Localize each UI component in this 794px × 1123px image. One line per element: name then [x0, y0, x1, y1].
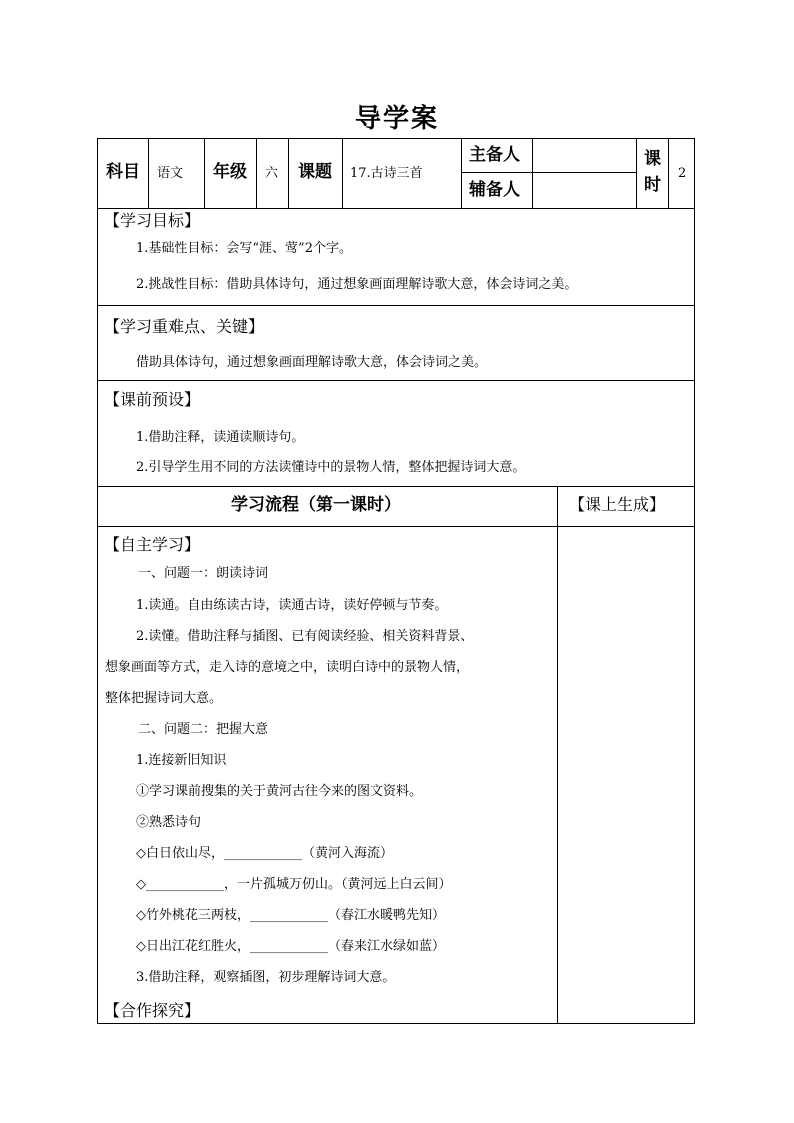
process-line: 二、问题二：把握大意	[138, 722, 269, 737]
process-line: 想象画面等方式，走入诗的意境之中，读明白诗中的景物人情，	[105, 660, 470, 675]
section-divider	[97, 208, 695, 209]
section-divider	[97, 526, 695, 527]
key-points-title: 【学习重难点、关键】	[104, 317, 265, 336]
document-title: 导学案	[354, 104, 439, 134]
header-divider	[256, 138, 257, 208]
grade-value: 六	[265, 166, 279, 181]
assistant-label: 辅备人	[469, 180, 520, 200]
process-title: 学习流程（第一课时）	[231, 495, 401, 515]
process-line: 1.连接新旧知识	[136, 753, 227, 768]
header-divider	[461, 172, 636, 173]
goals-title: 【学习目标】	[104, 211, 201, 230]
process-line: ①学习课前搜集的关于黄河古往今来的图文资料。	[136, 784, 423, 799]
topic-label: 课题	[298, 162, 332, 182]
header-divider	[288, 138, 289, 208]
grade-label: 年级	[213, 162, 247, 182]
process-line: 2.读懂。借助注释与插图、已有阅读经验、相关资料背景、	[136, 629, 474, 644]
preview-item: 1.借助注释，读通读顺诗句。	[136, 430, 305, 445]
cooperative-inquiry-title: 【合作探究】	[104, 1001, 201, 1020]
process-line: 3.借助注释，观察插图，初步理解诗词大意。	[136, 970, 396, 985]
column-divider	[557, 486, 558, 1024]
fill-blank-line: ◇日出江花红胜火，____________（春来江水绿如蓝）	[136, 939, 445, 954]
preview-title: 【课前预设】	[104, 390, 201, 409]
header-divider	[204, 138, 205, 208]
section-divider	[97, 486, 695, 487]
preview-item: 2.引导学生用不同的方法读懂诗中的景物人情，整体把握诗词大意。	[136, 460, 526, 475]
subject-label: 科目	[106, 162, 140, 182]
header-divider	[461, 138, 462, 208]
subject-value: 语文	[157, 166, 184, 181]
period-label: 时	[644, 175, 661, 195]
process-line: 1.读通。自由练读古诗，读通古诗，读好停顿与节奏。	[136, 598, 448, 613]
period-label: 课	[644, 149, 661, 169]
period-value: 2	[678, 166, 687, 181]
header-divider	[148, 138, 149, 208]
header-divider	[342, 138, 343, 208]
fill-blank-line: ◇白日依山尽，____________（黄河入海流）	[136, 846, 393, 861]
key-points-text: 借助具体诗句，通过想象画面理解诗歌大意，体会诗词之美。	[136, 355, 488, 370]
topic-value: 17.古诗三首	[350, 166, 423, 181]
goal-item: 1.基础性目标：会写“涯、莺”2个字。	[136, 241, 352, 256]
header-divider	[636, 138, 637, 208]
process-line: ②熟悉诗句	[136, 815, 202, 830]
self-study-title: 【自主学习】	[104, 535, 201, 554]
section-divider	[97, 305, 695, 306]
process-line: 整体把握诗词大意。	[105, 691, 223, 706]
goal-item: 2.挑战性目标：借助具体诗句，通过想象画面理解诗歌大意，体会诗词之美。	[136, 277, 578, 292]
preparer-label: 主备人	[469, 145, 520, 165]
process-line: 一、问题一：朗读诗词	[138, 566, 269, 581]
in-class-generation-title: 【课上生成】	[569, 495, 666, 514]
header-divider	[532, 138, 533, 208]
header-divider	[668, 138, 669, 208]
section-divider	[97, 380, 695, 381]
fill-blank-line: ◇____________，一片孤城万仞山。（黄河远上白云间）	[136, 877, 452, 892]
fill-blank-line: ◇竹外桃花三两枝，____________（春江水暖鸭先知）	[136, 908, 445, 923]
